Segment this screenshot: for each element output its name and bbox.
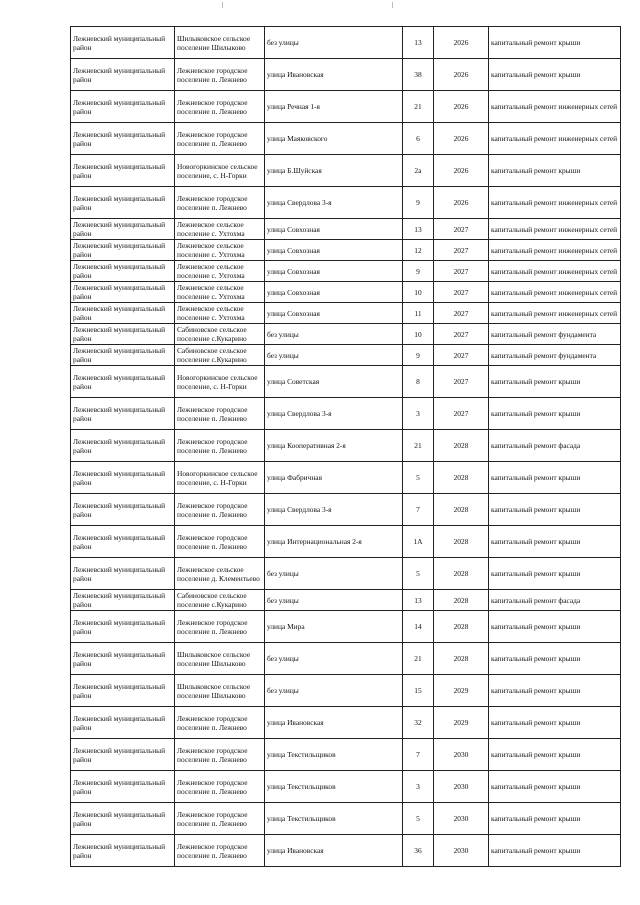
table-row [71,398,621,430]
house-number-cell: 36 [403,835,434,867]
district-cell: Лежневский муниципальный район [71,835,175,867]
table-row [71,59,621,91]
street-cell: улица Совхозная [265,261,403,282]
scan-mark [392,2,393,8]
year-cell: 2030 [434,835,489,867]
year-cell: 2027 [434,240,489,261]
year-cell: 2029 [434,675,489,707]
house-number-cell: 2а [403,155,434,187]
district-cell: Лежневский муниципальный район [71,282,175,303]
year-cell: 2028 [434,494,489,526]
year-cell: 2028 [434,611,489,643]
table-row [71,240,621,261]
work-type-cell: капитальный ремонт инженерных сетей [489,240,621,261]
settlement-cell: Лежневское городское поселение п. Лежнево [175,835,265,867]
settlement-cell: Лежневское сельское поселение с. Ухтохма [175,303,265,324]
table-row [71,526,621,558]
district-cell: Лежневский муниципальный район [71,590,175,611]
year-cell: 2027 [434,282,489,303]
street-cell: улица Б.Шуйская [265,155,403,187]
year-cell: 2028 [434,430,489,462]
year-cell: 2027 [434,398,489,430]
district-cell: Лежневский муниципальный район [71,675,175,707]
year-cell: 2026 [434,187,489,219]
street-cell: улица Совхозная [265,219,403,240]
work-type-cell: капитальный ремонт фундамента [489,345,621,366]
work-type-cell: капитальный ремонт инженерных сетей [489,91,621,123]
year-cell: 2028 [434,526,489,558]
street-cell: улица Текстильщиков [265,739,403,771]
settlement-cell: Лежневское городское поселение п. Лежнево [175,494,265,526]
house-number-cell: 3 [403,398,434,430]
district-cell: Лежневский муниципальный район [71,707,175,739]
district-cell: Лежневский муниципальный район [71,558,175,590]
house-number-cell: 5 [403,558,434,590]
settlement-cell: Лежневское сельское поселение д. Клементьево [175,558,265,590]
year-cell: 2026 [434,155,489,187]
work-type-cell: капитальный ремонт крыши [489,59,621,91]
work-type-cell: капитальный ремонт крыши [489,803,621,835]
settlement-cell: Лежневское городское поселение п. Лежнево [175,611,265,643]
settlement-cell: Лежневское городское поселение п. Лежнево [175,803,265,835]
settlement-cell: Лежневское городское поселение п. Лежнево [175,187,265,219]
street-cell: улица Ивановская [265,59,403,91]
year-cell: 2030 [434,771,489,803]
work-type-cell: капитальный ремонт инженерных сетей [489,187,621,219]
street-cell: без улицы [265,558,403,590]
table-row [71,123,621,155]
house-number-cell: 9 [403,345,434,366]
district-cell: Лежневский муниципальный район [71,526,175,558]
work-type-cell: капитальный ремонт крыши [489,611,621,643]
house-number-cell: 12 [403,240,434,261]
district-cell: Лежневский муниципальный район [71,494,175,526]
settlement-cell: Лежневское городское поселение п. Лежнево [175,59,265,91]
settlement-cell: Лежневское городское поселение п. Лежнево [175,430,265,462]
table-row [71,219,621,240]
settlement-cell: Лежневское городское поселение п. Лежнево [175,739,265,771]
house-number-cell: 7 [403,739,434,771]
table-row [71,494,621,526]
street-cell: улица Мира [265,611,403,643]
settlement-cell: Новогоркинское сельское поселение, с. Н-Горки [175,366,265,398]
settlement-cell: Лежневское сельское поселение с. Ухтохма [175,219,265,240]
work-type-cell: капитальный ремонт крыши [489,643,621,675]
house-number-cell: 38 [403,59,434,91]
street-cell: улица Совхозная [265,282,403,303]
district-cell: Лежневский муниципальный район [71,123,175,155]
settlement-cell: Сабиновское сельское поселение с.Кукарино [175,345,265,366]
district-cell: Лежневский муниципальный район [71,462,175,494]
house-number-cell: 6 [403,123,434,155]
table-row [71,462,621,494]
table-row [71,91,621,123]
work-type-cell: капитальный ремонт крыши [489,494,621,526]
house-number-cell: 9 [403,187,434,219]
year-cell: 2028 [434,643,489,675]
year-cell: 2028 [434,462,489,494]
house-number-cell: 8 [403,366,434,398]
street-cell: улица Маяковского [265,123,403,155]
district-cell: Лежневский муниципальный район [71,324,175,345]
district-cell: Лежневский муниципальный район [71,771,175,803]
settlement-cell: Лежневское городское поселение п. Лежнево [175,771,265,803]
work-type-cell: капитальный ремонт фасада [489,430,621,462]
work-type-cell: капитальный ремонт фасада [489,590,621,611]
district-cell: Лежневский муниципальный район [71,240,175,261]
street-cell: улица Советская [265,366,403,398]
district-cell: Лежневский муниципальный район [71,398,175,430]
district-cell: Лежневский муниципальный район [71,611,175,643]
house-number-cell: 21 [403,91,434,123]
work-type-cell: капитальный ремонт крыши [489,771,621,803]
table-body [71,27,621,867]
year-cell: 2026 [434,91,489,123]
house-number-cell: 15 [403,675,434,707]
table-row [71,590,621,611]
street-cell: улица Ивановская [265,835,403,867]
settlement-cell: Лежневское городское поселение п. Лежнево [175,707,265,739]
work-type-cell: капитальный ремонт крыши [489,27,621,59]
work-type-cell: капитальный ремонт крыши [489,462,621,494]
house-number-cell: 21 [403,430,434,462]
settlement-cell: Шилыковское сельское поселение Шилыково [175,643,265,675]
street-cell: без улицы [265,345,403,366]
house-number-cell: 9 [403,261,434,282]
street-cell: улица Кооперативная 2-я [265,430,403,462]
work-type-cell: капитальный ремонт инженерных сетей [489,303,621,324]
street-cell: без улицы [265,590,403,611]
table-row [71,739,621,771]
repair-schedule-table [70,26,621,867]
year-cell: 2027 [434,345,489,366]
house-number-cell: 11 [403,303,434,324]
district-cell: Лежневский муниципальный район [71,261,175,282]
work-type-cell: капитальный ремонт крыши [489,835,621,867]
settlement-cell: Сабиновское сельское поселение с.Кукарино [175,590,265,611]
street-cell: улица Интернациональная 2-я [265,526,403,558]
table-row [71,303,621,324]
year-cell: 2026 [434,123,489,155]
table-row [71,643,621,675]
work-type-cell: капитальный ремонт крыши [489,366,621,398]
street-cell: улица Свердлова 3-я [265,398,403,430]
table-row [71,282,621,303]
work-type-cell: капитальный ремонт инженерных сетей [489,261,621,282]
settlement-cell: Шилыковское сельское поселение Шилыково [175,675,265,707]
street-cell: улица Ивановская [265,707,403,739]
work-type-cell: капитальный ремонт крыши [489,398,621,430]
street-cell: улица Свердлова 3-я [265,187,403,219]
street-cell: без улицы [265,324,403,345]
table-row [71,803,621,835]
table-row [71,835,621,867]
district-cell: Лежневский муниципальный район [71,739,175,771]
year-cell: 2027 [434,219,489,240]
settlement-cell: Лежневское городское поселение п. Лежнево [175,526,265,558]
settlement-cell: Лежневское сельское поселение с. Ухтохма [175,240,265,261]
work-type-cell: капитальный ремонт инженерных сетей [489,123,621,155]
street-cell: без улицы [265,27,403,59]
district-cell: Лежневский муниципальный район [71,803,175,835]
table-row [71,187,621,219]
year-cell: 2027 [434,261,489,282]
table-row [71,27,621,59]
street-cell: без улицы [265,675,403,707]
house-number-cell: 13 [403,219,434,240]
work-type-cell: капитальный ремонт фундамента [489,324,621,345]
district-cell: Лежневский муниципальный район [71,303,175,324]
house-number-cell: 5 [403,462,434,494]
street-cell: улица Совхозная [265,240,403,261]
district-cell: Лежневский муниципальный район [71,27,175,59]
settlement-cell: Лежневское городское поселение п. Лежнево [175,398,265,430]
street-cell: улица Текстильщиков [265,771,403,803]
year-cell: 2028 [434,558,489,590]
settlement-cell: Лежневское сельское поселение с. Ухтохма [175,261,265,282]
house-number-cell: 32 [403,707,434,739]
table-row [71,707,621,739]
work-type-cell: капитальный ремонт крыши [489,707,621,739]
work-type-cell: капитальный ремонт инженерных сетей [489,282,621,303]
year-cell: 2027 [434,324,489,345]
scan-mark [222,2,223,8]
district-cell: Лежневский муниципальный район [71,345,175,366]
table-row [71,558,621,590]
street-cell: улица Текстильщиков [265,803,403,835]
street-cell: без улицы [265,643,403,675]
settlement-cell: Новогоркинское сельское поселение, с. Н-Горки [175,462,265,494]
table-row [71,324,621,345]
house-number-cell: 10 [403,324,434,345]
year-cell: 2030 [434,803,489,835]
table-row [71,430,621,462]
settlement-cell: Сабиновское сельское поселение с.Кукарино [175,324,265,345]
house-number-cell: 3 [403,771,434,803]
house-number-cell: 5 [403,803,434,835]
street-cell: улица Фабричная [265,462,403,494]
table-row [71,366,621,398]
table-row [71,611,621,643]
year-cell: 2027 [434,303,489,324]
year-cell: 2027 [434,366,489,398]
house-number-cell: 13 [403,27,434,59]
table-row [71,345,621,366]
house-number-cell: 13 [403,590,434,611]
district-cell: Лежневский муниципальный район [71,219,175,240]
year-cell: 2030 [434,739,489,771]
district-cell: Лежневский муниципальный район [71,430,175,462]
table-row [71,155,621,187]
district-cell: Лежневский муниципальный район [71,155,175,187]
street-cell: улица Свердлова 3-я [265,494,403,526]
street-cell: улица Речная 1-я [265,91,403,123]
district-cell: Лежневский муниципальный район [71,59,175,91]
settlement-cell: Лежневское сельское поселение с. Ухтохма [175,282,265,303]
year-cell: 2028 [434,590,489,611]
house-number-cell: 14 [403,611,434,643]
year-cell: 2029 [434,707,489,739]
settlement-cell: Новогоркинское сельское поселение, с. Н-Горки [175,155,265,187]
work-type-cell: капитальный ремонт крыши [489,155,621,187]
year-cell: 2026 [434,59,489,91]
street-cell: улица Совхозная [265,303,403,324]
table-row [71,261,621,282]
house-number-cell: 21 [403,643,434,675]
settlement-cell: Лежневское городское поселение п. Лежнево [175,123,265,155]
settlement-cell: Шилыковское сельское поселение Шилыково [175,27,265,59]
house-number-cell: 7 [403,494,434,526]
work-type-cell: капитальный ремонт инженерных сетей [489,219,621,240]
work-type-cell: капитальный ремонт крыши [489,526,621,558]
work-type-cell: капитальный ремонт крыши [489,558,621,590]
district-cell: Лежневский муниципальный район [71,643,175,675]
house-number-cell: 1А [403,526,434,558]
district-cell: Лежневский муниципальный район [71,187,175,219]
district-cell: Лежневский муниципальный район [71,366,175,398]
work-type-cell: капитальный ремонт крыши [489,675,621,707]
year-cell: 2026 [434,27,489,59]
settlement-cell: Лежневское городское поселение п. Лежнево [175,91,265,123]
district-cell: Лежневский муниципальный район [71,91,175,123]
house-number-cell: 10 [403,282,434,303]
table-row [71,771,621,803]
table-row [71,675,621,707]
work-type-cell: капитальный ремонт крыши [489,739,621,771]
